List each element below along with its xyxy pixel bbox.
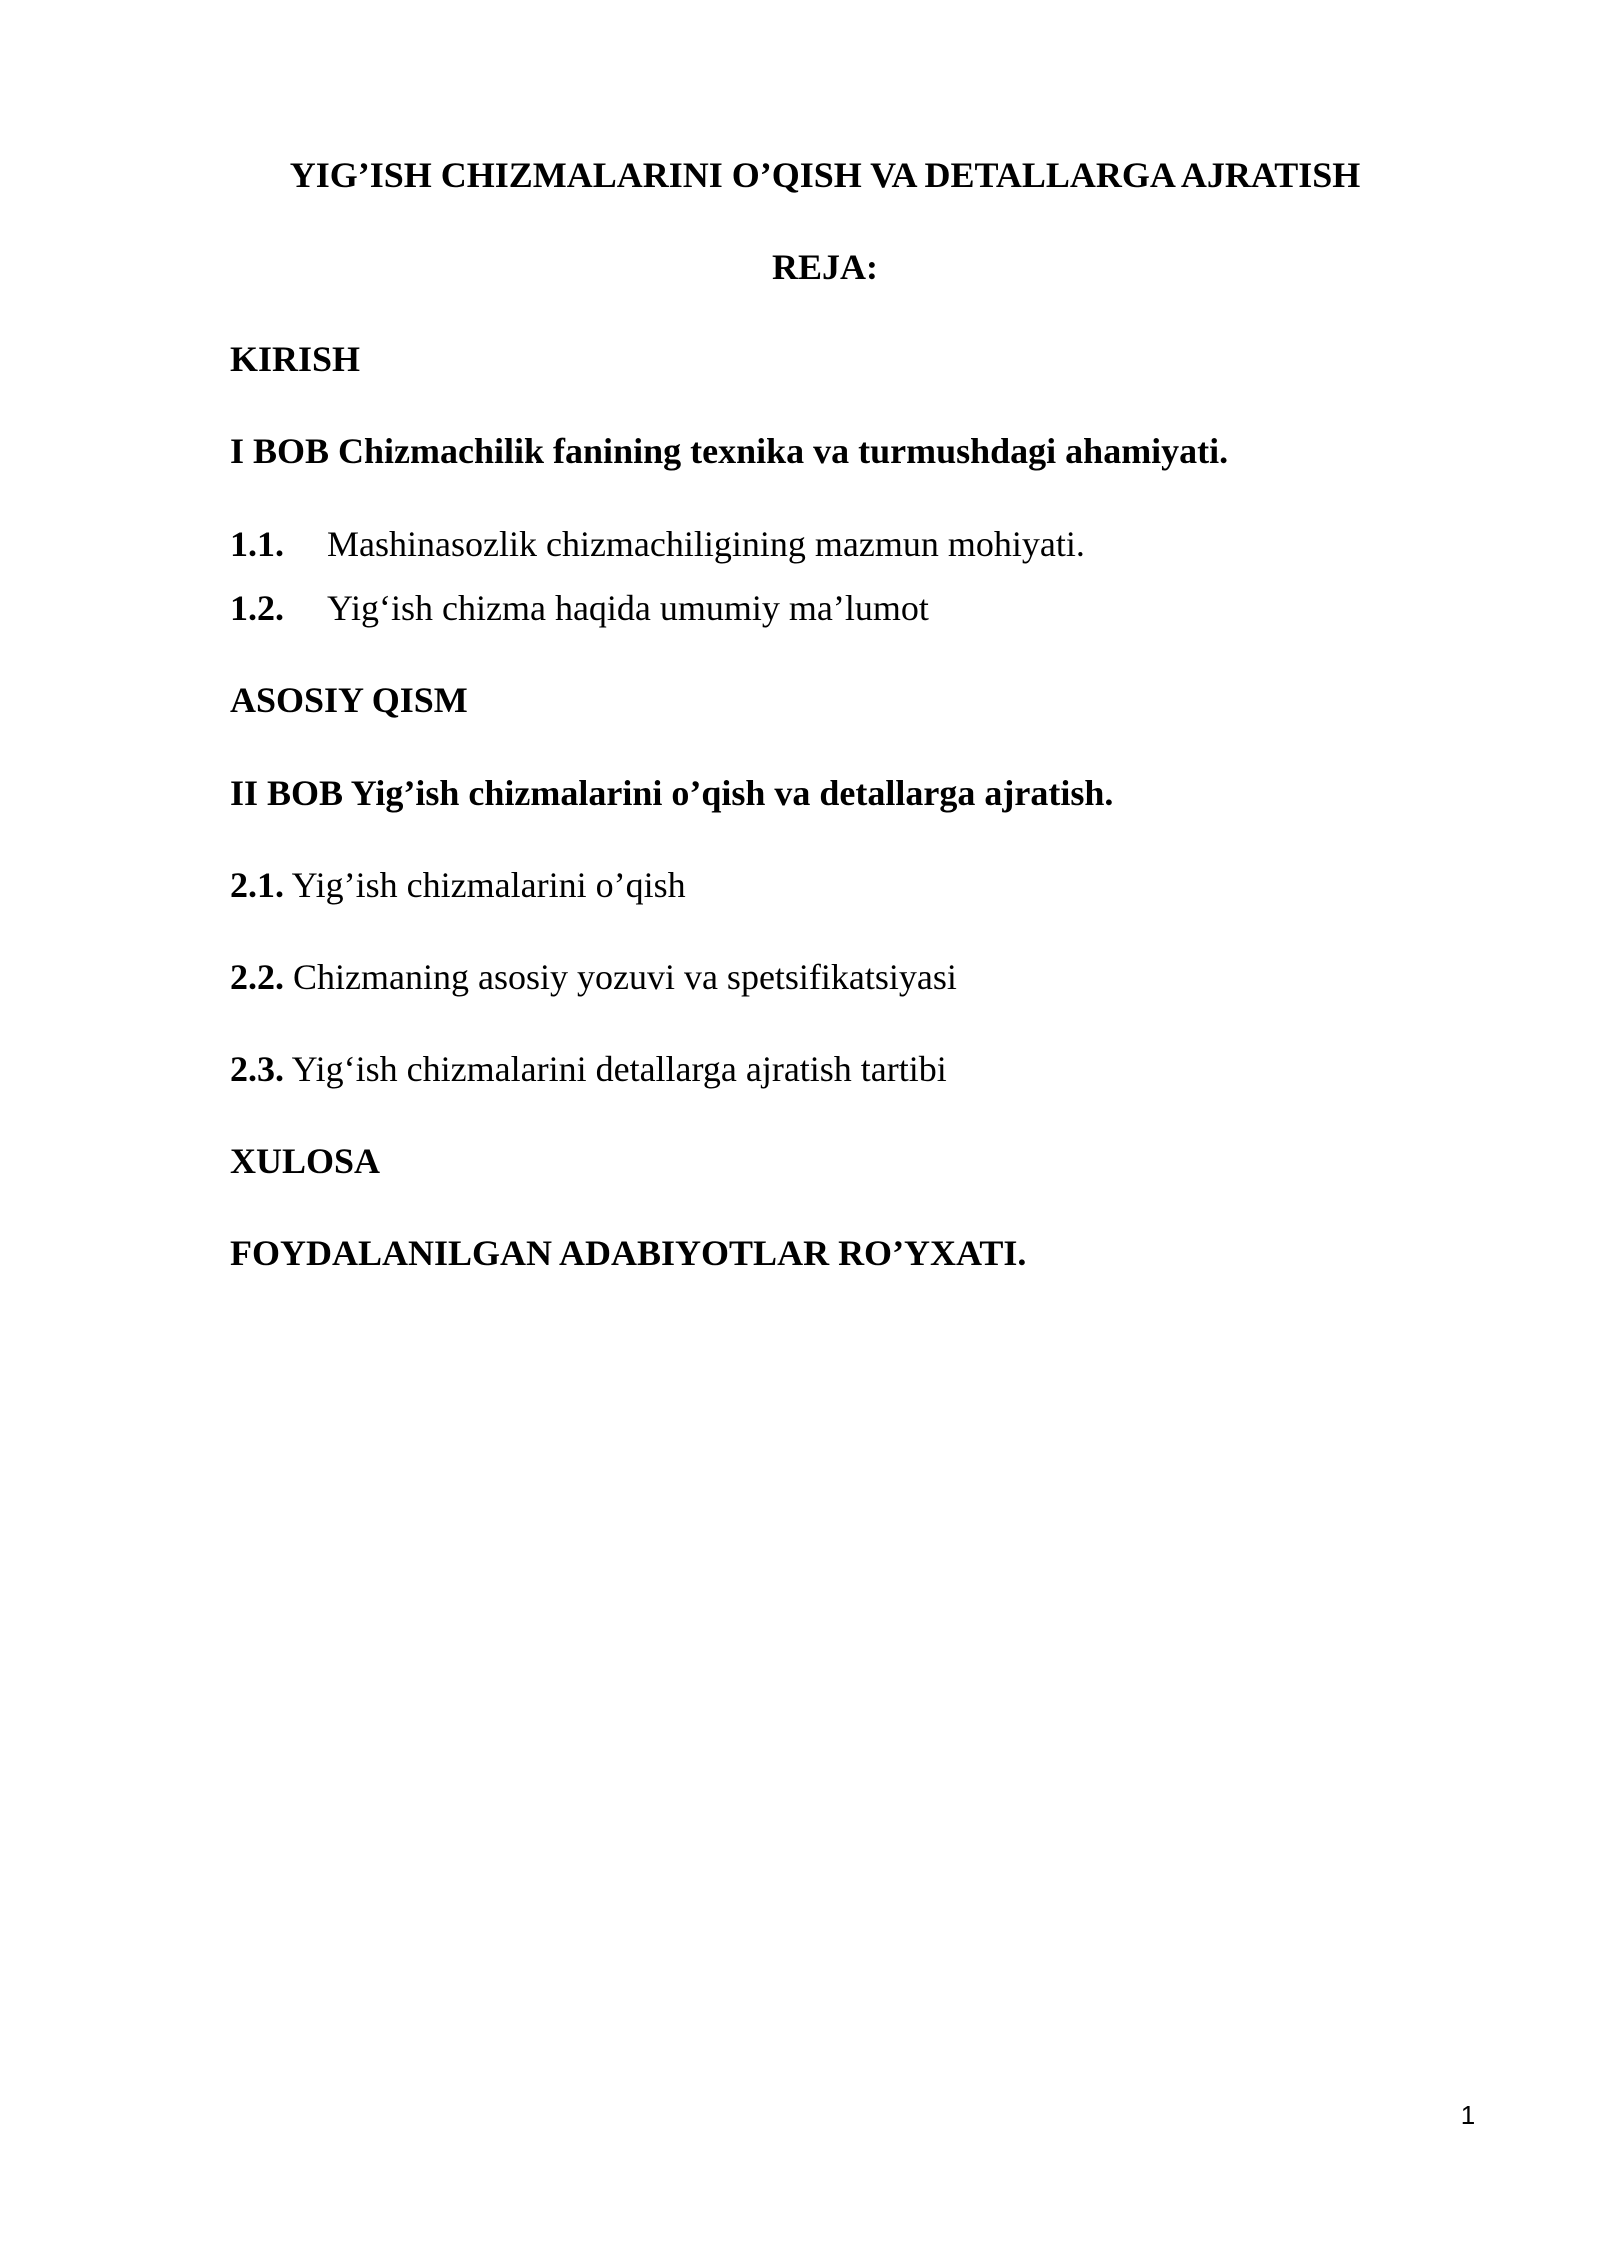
list-item-number: 1.2. [230,588,284,628]
document-title: YIG’ISH CHIZMALARINI O’QISH VA DETALLARGA AJRATISH [289,155,1361,195]
list-item [230,522,1085,566]
list-item-text: Mashinasozlik chizmachiligining mazmun mohiyati. [327,524,1085,564]
list-item [230,863,686,907]
list-item-text: Yig’ish chizmalarini o’qish [284,865,686,905]
list-item-number: 1.1. [230,524,284,564]
main-part-heading: ASOSIY QISM [230,680,468,720]
plan-heading: REJA: [772,247,878,287]
list-item-text: Yig‘ish chizmalarini detallarga ajratish tartibi [284,1049,947,1089]
list-item-number: 2.1. [230,865,284,905]
list-item [230,1047,947,1091]
list-item-text: Chizmaning asosiy yozuvi va spetsifikatsiyasi [284,957,957,997]
page-number: 1 [1460,2100,1476,2130]
conclusion-heading: XULOSA [230,1141,381,1181]
list-item-number: 2.3. [230,1049,284,1089]
list-item-text: Yig‘ish chizma haqida umumiy ma’lumot [327,588,929,628]
chapter-1-heading: I BOB Chizmachilik fanining texnika va turmushdagi ahamiyati. [230,431,1229,471]
list-item-number: 2.2. [230,957,284,997]
list-item [230,955,957,999]
references-heading: FOYDALANILGAN ADABIYOTLAR RO’YXATI. [230,1233,1027,1273]
intro-heading: KIRISH [230,339,361,379]
list-item [230,586,929,630]
chapter-2-heading: II BOB Yig’ish chizmalarini o’qish va detallarga ajratish. [230,773,1114,813]
